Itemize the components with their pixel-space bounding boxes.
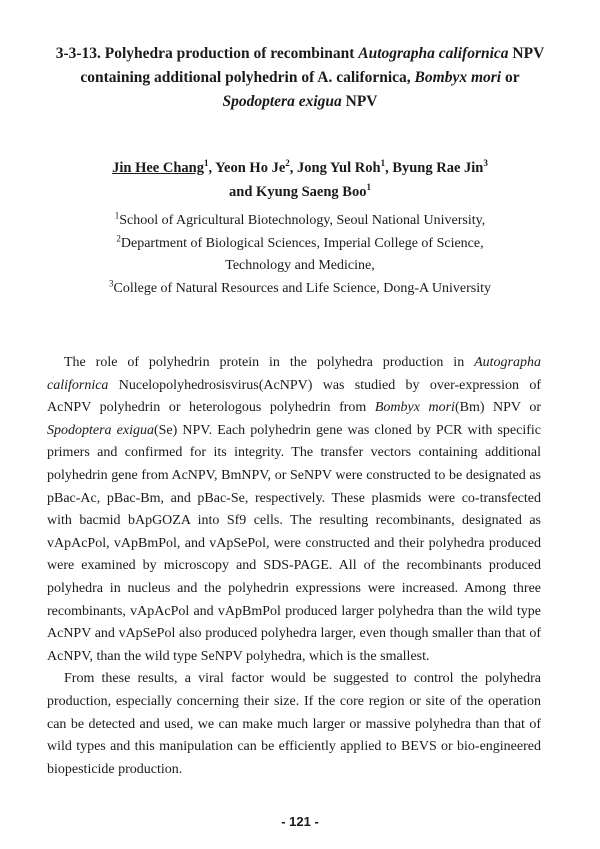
author-name: Jin Hee Chang (112, 160, 204, 176)
affiliation-2-cont: Technology and Medicine, (225, 258, 375, 273)
abstract-paragraph-1: The role of polyhedrin protein in the polyhedra production in Autographa californica Nucelopolyhedrosisvirus(AcNPV) was studied by over-expression of AcNPV polyhedrin or heterologous polyhedrin from Bombyx mori(Bm) NPV or Spodoptera exigua(Se) NPV. Each polyhedrin gene was cloned by PCR with specific primers and confirmed for its integrity. The transfer vectors containing additional polyhedrin gene from AcNPV, BmNPV, or SeNPV were constructed to be designated as pBac-Ac, pBac-Bm, and pBac-Se, respectively. These plasmids were co-transfected with bacmid bApGOZA into Sf9 cells. The resulting recombinants, designated as vApAcPol, vApBmPol, and vApSePol, were constructed and their polyhedra produced were examined by microscopy and SDS-PAGE. All of the recombinants produced polyhedra in nucleus and the polyhedrin expressions were increased. Among three recombinants, vApAcPol and vApBmPol produced larger polyhedra than the wild type AcNPV and vApSePol also produced polyhedra larger, even though smaller than that of AcNPV, than the wild type SeNPV polyhedra, which is the smallest. (47, 355, 541, 664)
affiliation-1: $^1$School of Agricultural Biotechnology, Seoul National University, (114, 210, 486, 228)
author-name: Kyung Saeng Boo (256, 184, 367, 200)
author-line-1: Jin Hee Chang$^1$, Yeon Ho Je$^2$, Jong Yul Roh$^1$, Byung Rae Jin$^3$ (112, 158, 488, 176)
affiliation-2: $^2$Department of Biological Sciences, Imperial College of Science, (116, 232, 484, 251)
abstract-paragraph-2: From these results, a viral factor would be suggested to control the polyhedra production, especially concerning their size. If the core region or site of the operation can be detected and used, we can make much larger or massive polyhedra than that of wild types and this manipulation can be efficiently applied to BEVS or bio-engineered biopesticide production. (47, 671, 541, 777)
author-name: Jong Yul Roh (297, 160, 381, 176)
author-line-2: and Kyung Saeng Boo$^1$ (229, 182, 371, 200)
paper-title (40, 42, 560, 114)
author-list (40, 156, 560, 204)
abstract-body (47, 352, 541, 781)
title-line-1: 3-3-13. Polyhedra production of recombinant Autographa californica NPV (55, 45, 545, 62)
affiliations (40, 210, 560, 300)
author-name: Yeon Ho Je (215, 160, 286, 176)
page-number: - 121 - (281, 814, 319, 829)
affiliation-3: $^3$College of Natural Resources and Life Science, Dong-A University (108, 277, 491, 296)
title-line-2: containing additional polyhedrin of A. californica, Bombyx mori or (80, 69, 520, 86)
title-line-3: Spodoptera exigua NPV (222, 93, 378, 110)
author-name: Byung Rae Jin (392, 160, 484, 176)
